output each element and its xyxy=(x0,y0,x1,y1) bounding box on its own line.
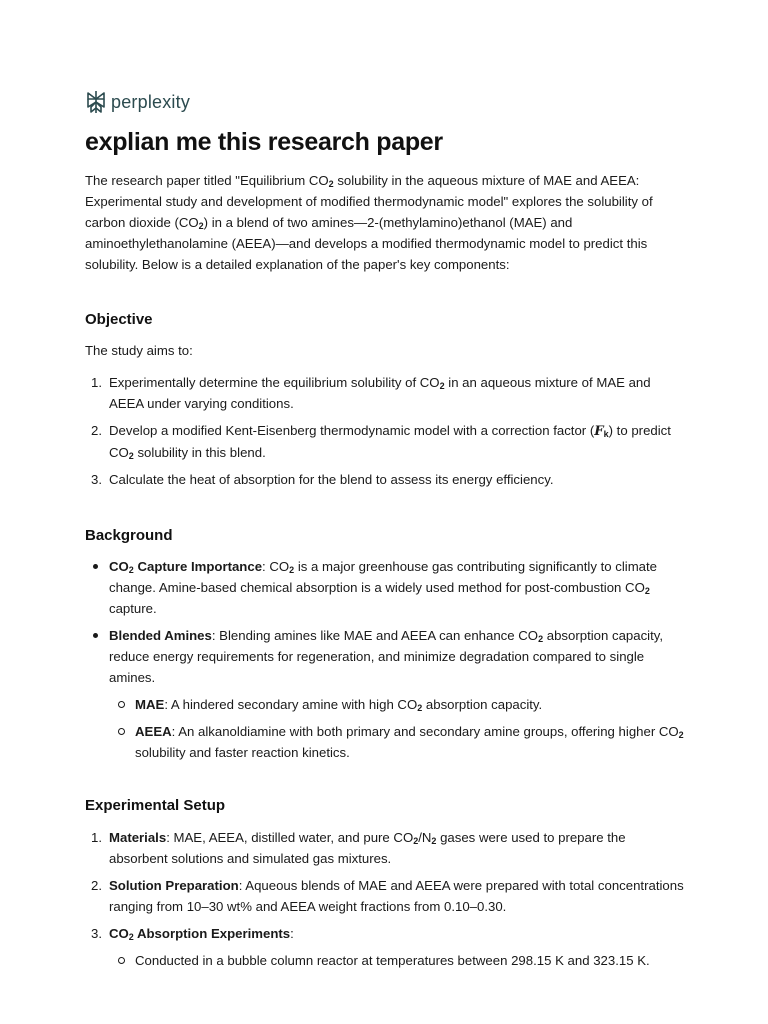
bullet xyxy=(118,728,125,735)
bullet xyxy=(118,701,125,708)
page-title: explian me this research paper xyxy=(85,128,443,156)
list-item: $CO_2$ Capture Importance: $CO_2$ is a major greenhouse gas contributing significantly to climate change. Amine-based chemical absorption is a widely used method for post-combustion $CO_2$ capture. xyxy=(85,556,685,619)
list-item: Conducted in a bubble column reactor at temperatures between 298.15 K and 323.15 K. xyxy=(109,950,685,971)
section-heading-experimental-setup: Experimental Setup xyxy=(85,797,226,814)
perplexity-logo-icon xyxy=(85,90,107,114)
bullet xyxy=(93,564,98,569)
setup-list xyxy=(85,827,685,977)
objective-list xyxy=(85,372,685,496)
background-sublist xyxy=(109,694,685,763)
setup-sublist xyxy=(109,950,685,971)
list-item: 2. Solution Preparation: Aqueous blends of MAE and AEEA were prepared with total concentrations ranging from 10–30 wt% and AEEA weight fractions from 0.10–0.30. xyxy=(91,878,684,914)
list-item: 3. $CO_2$ Absorption Experiments: Conducted in a bubble column reactor at temperatures between 298.15 K and 323.15 K. xyxy=(85,923,685,971)
section-heading-objective: Objective xyxy=(85,311,153,328)
list-item: AEEA: An alkanoldiamine with both primary and secondary amine groups, offering higher $CO_2$ solubility and faster reaction kinetics. xyxy=(109,721,685,763)
list-item: MAE: A hindered secondary amine with high $CO_2$ absorption capacity. xyxy=(109,694,685,715)
bullet xyxy=(118,957,125,964)
bullet xyxy=(93,633,98,638)
list-item: Blended Amines: Blending amines like MAE and AEEA can enhance $CO_2$ absorption capacity, reduce energy requirements for regeneration, and minimize degradation compared to single amines. MAE: A hindered secondary amine with high $CO_2$ absorption capacity. AEEA: An alkanoldiamine with both primary and secondary amine groups, offering higher $CO_2$ solubility and faster reaction kinetics. xyxy=(85,625,685,763)
objective-lead: The study aims to: xyxy=(85,343,193,358)
list-item: 1. Experimentally determine the equilibrium solubility of $CO_2$ in an aqueous mixture of MAE and AEEA under varying conditions. xyxy=(91,375,651,411)
background-list xyxy=(85,556,685,769)
list-item: 2. Develop a modified Kent-Eisenberg thermodynamic model with a correction factor $(F_k)$ to predict $CO_2$ solubility in this blend. xyxy=(91,423,671,461)
list-item: 1. Materials: MAE, AEEA, distilled water, and pure $CO_2/N_2$ gases were used to prepare the absorbent solutions and simulated gas mixtures. xyxy=(91,830,626,866)
brand-name: perplexity xyxy=(111,91,191,112)
brand-logo[interactable] xyxy=(85,90,190,114)
intro-paragraph: The research paper titled "Equilibrium $CO_2$ solubility in the aqueous mixture of MAE and AEEA: Experimental study and development of modified thermodynamic model" explores the solubility of carbon dioxide $(CO_2)$ in a blend of two amines—2-(methylamino)ethanol (MAE) and aminoethylethanolamine (AEEA)—and develops a modified thermodynamic model to predict this solubility. Below is a detailed explanation of the paper's key components: xyxy=(85,173,653,272)
section-heading-background: Background xyxy=(85,527,173,544)
math-symbol: F xyxy=(594,424,604,439)
list-item: 3. Calculate the heat of absorption for the blend to assess its energy efficiency. xyxy=(91,472,554,487)
